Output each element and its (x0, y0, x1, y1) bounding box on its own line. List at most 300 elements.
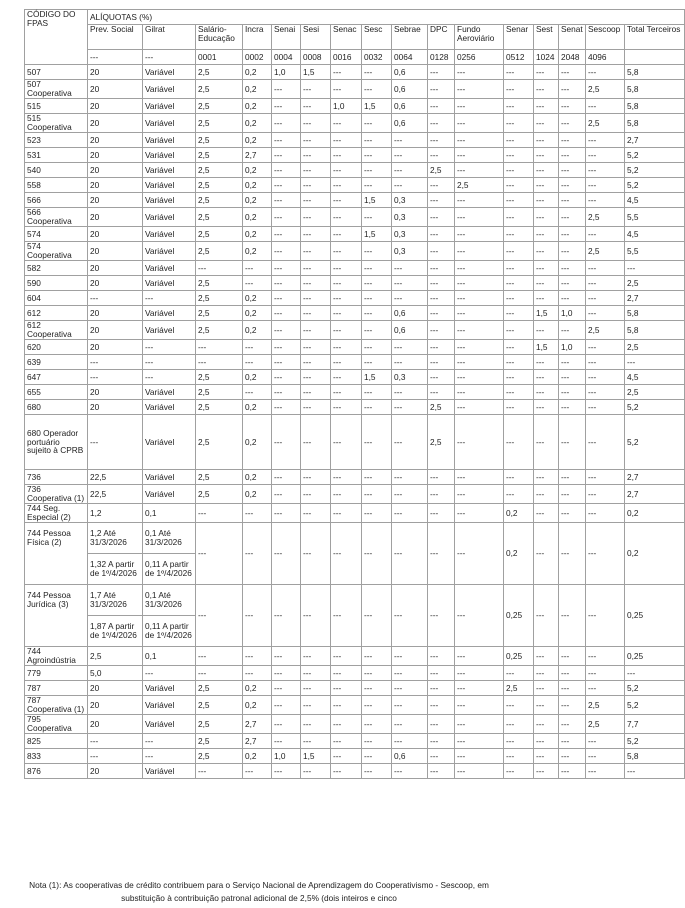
aliquota-cell: --- (504, 734, 534, 749)
aliquota-cell: 20 (88, 193, 143, 208)
aliquota-cell: Variável (143, 321, 196, 340)
aliquota-cell: --- (586, 355, 625, 370)
aliquota-cell: 0,2 (243, 681, 272, 696)
table-row (25, 227, 685, 242)
aliquota-cell: 20 (88, 99, 143, 114)
aliquota-cell: 2,5 (586, 715, 625, 734)
aliquota-cell: --- (362, 163, 392, 178)
column-code: 0002 (243, 50, 272, 65)
table-row (25, 696, 685, 715)
aliquota-cell: --- (301, 734, 331, 749)
aliquota-cell: Variável (143, 276, 196, 291)
aliquota-cell: --- (428, 242, 455, 261)
aliquota-cell: --- (331, 504, 362, 523)
aliquota-cell: --- (301, 523, 331, 585)
column-code (625, 50, 685, 65)
aliquota-cell: 1,5 (534, 306, 559, 321)
aliquota-cell: 2,5 (455, 178, 504, 193)
aliquota-cell: --- (272, 734, 301, 749)
aliquota-cell: 0,6 (392, 306, 428, 321)
aliquota-cell: --- (362, 400, 392, 415)
table-row (25, 163, 685, 178)
aliquota-cell: --- (331, 306, 362, 321)
aliquota-cell: --- (504, 415, 534, 470)
table-row (25, 321, 685, 340)
fpas-code-cell: 787 Cooperativa (1) (25, 696, 88, 715)
aliquota-cell: Variável (143, 133, 196, 148)
column-header: Sest (534, 25, 559, 50)
aliquota-cell: --- (428, 276, 455, 291)
fpas-code-cell: 515 Cooperativa (25, 114, 88, 133)
aliquota-cell: --- (301, 355, 331, 370)
aliquota-cell: --- (272, 99, 301, 114)
aliquota-cell: --- (586, 340, 625, 355)
fpas-code-cell: 612 Cooperativa (25, 321, 88, 340)
aliquota-cell: 1,5 (301, 65, 331, 80)
aliquota-cell: --- (559, 227, 586, 242)
aliquota-cell: --- (455, 696, 504, 715)
aliquota-cell: --- (392, 133, 428, 148)
aliquota-cell: --- (455, 276, 504, 291)
aliquota-cell: --- (504, 749, 534, 764)
aliquota-cell: 20 (88, 764, 143, 779)
column-codes-row (25, 50, 685, 65)
table-row (25, 261, 685, 276)
aliquota-cell: --- (428, 681, 455, 696)
column-header: Senat (559, 25, 586, 50)
aliquota-cell: --- (504, 485, 534, 504)
aliquota-cell: --- (331, 749, 362, 764)
aliquota-cell: 2,5 (196, 193, 243, 208)
column-code: 1024 (534, 50, 559, 65)
column-code: 2048 (559, 50, 586, 65)
aliquota-cell: --- (301, 163, 331, 178)
aliquota-cell: 2,5 (196, 163, 243, 178)
aliquota-cell: --- (559, 355, 586, 370)
aliquota-cell: --- (272, 385, 301, 400)
aliquota-cell: 2,7 (243, 715, 272, 734)
aliquota-cell: --- (504, 178, 534, 193)
aliquota-cell: --- (301, 208, 331, 227)
aliquota-cell: --- (504, 321, 534, 340)
aliquota-cell: --- (428, 321, 455, 340)
aliquota-cell: 5,2 (625, 415, 685, 470)
aliquota-cell: 20 (88, 696, 143, 715)
table-row (25, 385, 685, 400)
aliquota-cell: --- (301, 715, 331, 734)
aliquota-cell: 2,5 (196, 242, 243, 261)
aliquota-cell: --- (504, 276, 534, 291)
aliquota-cell: 2,5 (196, 178, 243, 193)
aliquota-cell: 0,2 (243, 178, 272, 193)
aliquota-cell: --- (455, 133, 504, 148)
aliquota-cell: --- (586, 133, 625, 148)
aliquota-cell: --- (243, 385, 272, 400)
aliquota-cell: --- (559, 734, 586, 749)
aliquota-cell: 2,5 (586, 242, 625, 261)
aliquota-cell: --- (455, 306, 504, 321)
aliquota-cell: --- (331, 208, 362, 227)
aliquota-cell: 2,5 (196, 80, 243, 99)
aliquota-cell: --- (331, 178, 362, 193)
aliquota-cell: --- (272, 470, 301, 485)
aliquota-cell: --- (625, 261, 685, 276)
aliquota-cell: --- (534, 133, 559, 148)
aliquota-cell: 20 (88, 261, 143, 276)
aliquota-cell: --- (301, 80, 331, 99)
aliquota-cell: --- (586, 370, 625, 385)
aliquota-cell: 1,5 (362, 99, 392, 114)
aliquota-cell: --- (301, 227, 331, 242)
aliquota-cell: --- (362, 666, 392, 681)
prev-social-cell: 1,87 A partir de 1º/4/2026 (88, 616, 143, 647)
aliquota-cell: --- (559, 193, 586, 208)
aliquota-cell: --- (559, 504, 586, 523)
table-row (25, 370, 685, 385)
aliquota-cell: --- (534, 523, 559, 585)
column-header: Salário-Educação (196, 25, 243, 50)
aliquota-cell: --- (455, 163, 504, 178)
aliquota-cell: --- (534, 65, 559, 80)
fpas-code-cell: 612 (25, 306, 88, 321)
table-row (25, 291, 685, 306)
aliquota-cell: --- (88, 355, 143, 370)
aliquota-cell: 2,5 (196, 148, 243, 163)
aliquota-cell: 20 (88, 163, 143, 178)
fpas-code-cell: 566 (25, 193, 88, 208)
fpas-code-cell: 736 (25, 470, 88, 485)
column-header: Senar (504, 25, 534, 50)
aliquota-cell: --- (392, 355, 428, 370)
aliquota-cell: 0,2 (243, 415, 272, 470)
aliquota-cell: --- (301, 696, 331, 715)
aliquota-cell: --- (534, 80, 559, 99)
aliquota-cell: --- (243, 647, 272, 666)
aliquota-cell: Variável (143, 306, 196, 321)
aliquota-cell: Variável (143, 696, 196, 715)
aliquota-cell: 5,8 (625, 749, 685, 764)
table-row (25, 193, 685, 208)
fpas-code-cell: 787 (25, 681, 88, 696)
aliquota-cell: --- (559, 749, 586, 764)
aliquota-cell: --- (88, 734, 143, 749)
aliquota-cell: --- (559, 261, 586, 276)
aliquota-cell: --- (559, 666, 586, 681)
table-row (25, 647, 685, 666)
aliquota-cell: --- (428, 114, 455, 133)
aliquota-cell: --- (534, 276, 559, 291)
aliquota-cell: --- (559, 291, 586, 306)
aliquota-cell: --- (301, 291, 331, 306)
aliquota-cell: --- (455, 734, 504, 749)
table-row (25, 749, 685, 764)
aliquota-cell: 1,5 (362, 370, 392, 385)
aliquota-cell: --- (534, 227, 559, 242)
aliquota-cell: 0,3 (392, 242, 428, 261)
aliquota-cell: Variável (143, 148, 196, 163)
fpas-code-cell: 736 Cooperativa (1) (25, 485, 88, 504)
aliquota-cell: --- (428, 666, 455, 681)
aliquota-cell: --- (272, 242, 301, 261)
aliquota-cell: --- (504, 715, 534, 734)
aliquota-cell: --- (559, 65, 586, 80)
aliquota-cell: 0,25 (625, 647, 685, 666)
aliquota-cell: --- (243, 261, 272, 276)
aliquota-cell: 0,1 (143, 504, 196, 523)
aliquota-cell: 5,5 (625, 208, 685, 227)
aliquota-cell: 20 (88, 208, 143, 227)
aliquota-cell: 2,5 (196, 208, 243, 227)
table-row (25, 400, 685, 415)
aliquota-cell: --- (196, 764, 243, 779)
aliquota-cell: --- (455, 291, 504, 306)
aliquota-cell: --- (586, 504, 625, 523)
aliquota-cell: --- (362, 306, 392, 321)
fpas-code-cell: 574 (25, 227, 88, 242)
aliquota-cell: --- (586, 261, 625, 276)
aliquota-cell: --- (243, 276, 272, 291)
aliquota-cell: 2,5 (504, 681, 534, 696)
fpas-code-cell: 647 (25, 370, 88, 385)
aliquota-cell: --- (559, 696, 586, 715)
aliquota-cell: --- (362, 504, 392, 523)
aliquota-cell: 2,5 (196, 749, 243, 764)
aliquota-cell: 2,7 (243, 148, 272, 163)
aliquota-cell: 0,2 (243, 227, 272, 242)
aliquota-cell: --- (504, 666, 534, 681)
aliquota-cell: --- (559, 485, 586, 504)
aliquota-cell: 0,2 (243, 65, 272, 80)
aliquota-cell: --- (504, 133, 534, 148)
aliquota-cell: 20 (88, 133, 143, 148)
aliquota-cell: --- (331, 485, 362, 504)
aliquota-cell: 5,8 (625, 306, 685, 321)
aliquota-cell: 1,0 (272, 749, 301, 764)
aliquota-cell: --- (88, 370, 143, 385)
aliquota-cell: --- (362, 355, 392, 370)
aliquota-cell: --- (196, 585, 243, 647)
aliquota-cell: 2,5 (586, 114, 625, 133)
aliquota-cell: --- (392, 764, 428, 779)
aliquota-cell: --- (331, 647, 362, 666)
aliquota-cell: 0,3 (392, 208, 428, 227)
aliquota-cell: --- (504, 261, 534, 276)
aliquota-cell: 2,5 (196, 321, 243, 340)
aliquota-cell: --- (455, 227, 504, 242)
aliquota-cell: --- (301, 585, 331, 647)
aliquota-cell: --- (143, 734, 196, 749)
aliquota-cell: 0,6 (392, 114, 428, 133)
aliquota-cell: --- (586, 647, 625, 666)
table-row (25, 133, 685, 148)
aliquota-cell: --- (586, 291, 625, 306)
gilrat-cell: 0,1 Até 31/3/2026 (143, 585, 196, 616)
aliquota-cell: --- (428, 749, 455, 764)
aliquota-cell: --- (301, 647, 331, 666)
column-header: Senai (272, 25, 301, 50)
aliquota-cell: --- (428, 485, 455, 504)
aliquota-cell: --- (586, 65, 625, 80)
aliquota-cell: --- (331, 355, 362, 370)
fpas-code-cell: 515 (25, 99, 88, 114)
aliquota-cell: --- (586, 666, 625, 681)
aliquota-cell: --- (586, 306, 625, 321)
aliquota-cell: --- (392, 734, 428, 749)
aliquota-cell: 0,25 (504, 647, 534, 666)
aliquota-cell: --- (301, 764, 331, 779)
column-code: --- (143, 50, 196, 65)
aliquota-cell: --- (196, 504, 243, 523)
fpas-code-cell: 566 Cooperativa (25, 208, 88, 227)
aliquota-cell: --- (534, 370, 559, 385)
aliquota-cell: 2,5 (196, 715, 243, 734)
aliquota-cell: --- (392, 415, 428, 470)
aliquota-cell: --- (504, 696, 534, 715)
column-header: Sesc (362, 25, 392, 50)
aliquota-cell: --- (392, 261, 428, 276)
aliquota-cell: 5,2 (625, 681, 685, 696)
table-row (25, 276, 685, 291)
aliquota-cell: --- (331, 114, 362, 133)
fpas-aliquotas-table (24, 9, 685, 779)
aliquota-cell: 5,8 (625, 321, 685, 340)
aliquota-cell: --- (331, 370, 362, 385)
aliquota-cell: --- (362, 261, 392, 276)
aliquota-cell: --- (272, 504, 301, 523)
aliquota-cell: --- (272, 291, 301, 306)
aliquota-cell: --- (534, 485, 559, 504)
aliquota-cell: --- (272, 715, 301, 734)
aliquota-cell: 0,6 (392, 99, 428, 114)
codigo-fpas-header: CÓDIGO DO FPAS (25, 10, 88, 65)
aliquota-cell: --- (362, 321, 392, 340)
aliquota-cell: Variável (143, 400, 196, 415)
aliquota-cell: --- (586, 276, 625, 291)
aliquota-cell: 20 (88, 306, 143, 321)
aliquota-cell: --- (534, 415, 559, 470)
aliquota-cell: --- (362, 276, 392, 291)
aliquota-cell: --- (392, 681, 428, 696)
aliquota-cell: --- (586, 734, 625, 749)
aliquota-cell: --- (196, 523, 243, 585)
aliquota-cell: Variável (143, 163, 196, 178)
aliquota-cell: --- (428, 340, 455, 355)
aliquota-cell: --- (331, 291, 362, 306)
aliquota-cell: 20 (88, 114, 143, 133)
aliquota-cell: --- (625, 666, 685, 681)
aliquota-cell: --- (88, 415, 143, 470)
aliquota-cell: --- (272, 485, 301, 504)
aliquota-cell: --- (559, 133, 586, 148)
aliquota-cell: --- (88, 291, 143, 306)
aliquota-cell: 2,5 (196, 385, 243, 400)
aliquota-cell: --- (331, 227, 362, 242)
aliquota-cell: 0,2 (243, 306, 272, 321)
aliquota-cell: --- (362, 585, 392, 647)
prev-social-cell: 1,2 Até 31/3/2026 (88, 523, 143, 554)
prev-social-cell: 1,32 A partir de 1º/4/2026 (88, 554, 143, 585)
aliquota-cell: Variável (143, 485, 196, 504)
column-header: Sesi (301, 25, 331, 50)
aliquota-cell: --- (272, 163, 301, 178)
aliquota-cell: --- (272, 80, 301, 99)
aliquota-cell: --- (586, 585, 625, 647)
aliquota-cell: 20 (88, 80, 143, 99)
aliquota-cell: 20 (88, 715, 143, 734)
aliquota-cell: --- (301, 321, 331, 340)
aliquota-cell: Variável (143, 681, 196, 696)
aliquota-cell: 20 (88, 65, 143, 80)
aliquota-cell: 2,5 (196, 681, 243, 696)
aliquota-cell: --- (534, 666, 559, 681)
aliquota-cell: --- (272, 764, 301, 779)
aliquota-cell: 5,0 (88, 666, 143, 681)
aliquota-cell: --- (559, 647, 586, 666)
fpas-code-cell: 744 Agroindústria (25, 647, 88, 666)
aliquota-cell: --- (534, 470, 559, 485)
aliquota-cell: 2,5 (196, 133, 243, 148)
aliquota-cell: --- (455, 681, 504, 696)
aliquota-cell: --- (243, 355, 272, 370)
aliquota-cell: 0,2 (243, 133, 272, 148)
aliquota-cell: --- (428, 585, 455, 647)
aliquota-cell: --- (331, 385, 362, 400)
aliquota-cell: 0,2 (504, 504, 534, 523)
fpas-code-cell: 558 (25, 178, 88, 193)
aliquota-cell: --- (504, 385, 534, 400)
aliquota-cell: --- (243, 666, 272, 681)
aliquota-cell: --- (331, 242, 362, 261)
aliquota-cell: --- (534, 715, 559, 734)
aliquota-cell: --- (559, 715, 586, 734)
header-row (25, 10, 685, 25)
aliquota-cell: 0,6 (392, 321, 428, 340)
aliquota-cell: --- (428, 261, 455, 276)
aliquota-cell: --- (196, 340, 243, 355)
aliquota-cell: --- (559, 385, 586, 400)
aliquota-cell: Variável (143, 715, 196, 734)
aliquota-cell: 20 (88, 385, 143, 400)
aliquota-cell: 2,5 (428, 415, 455, 470)
aliquota-cell: --- (362, 415, 392, 470)
aliquota-cell: --- (559, 415, 586, 470)
aliquota-cell: --- (559, 163, 586, 178)
aliquota-cell: 2,5 (196, 415, 243, 470)
aliquota-cell: --- (534, 764, 559, 779)
aliquota-cell: --- (331, 666, 362, 681)
aliquota-cell: --- (559, 276, 586, 291)
aliquota-cell: --- (301, 178, 331, 193)
aliquota-cell: 0,6 (392, 80, 428, 99)
aliquota-cell: --- (392, 400, 428, 415)
aliquota-cell: Variável (143, 385, 196, 400)
aliquota-cell: --- (362, 696, 392, 715)
aliquota-cell: --- (504, 208, 534, 227)
column-code: 0016 (331, 50, 362, 65)
aliquota-cell: --- (504, 764, 534, 779)
aliquota-cell: --- (455, 523, 504, 585)
aliquota-cell: --- (301, 193, 331, 208)
fpas-code-cell: 574 Cooperativa (25, 242, 88, 261)
aliquota-cell: --- (272, 666, 301, 681)
aliquota-cell: --- (272, 321, 301, 340)
aliquota-cell: --- (331, 681, 362, 696)
aliquota-cell: --- (143, 355, 196, 370)
aliquota-cell: 0,2 (243, 114, 272, 133)
aliquota-cell: 2,5 (196, 696, 243, 715)
aliquota-cell: --- (504, 99, 534, 114)
aliquota-cell: --- (362, 734, 392, 749)
